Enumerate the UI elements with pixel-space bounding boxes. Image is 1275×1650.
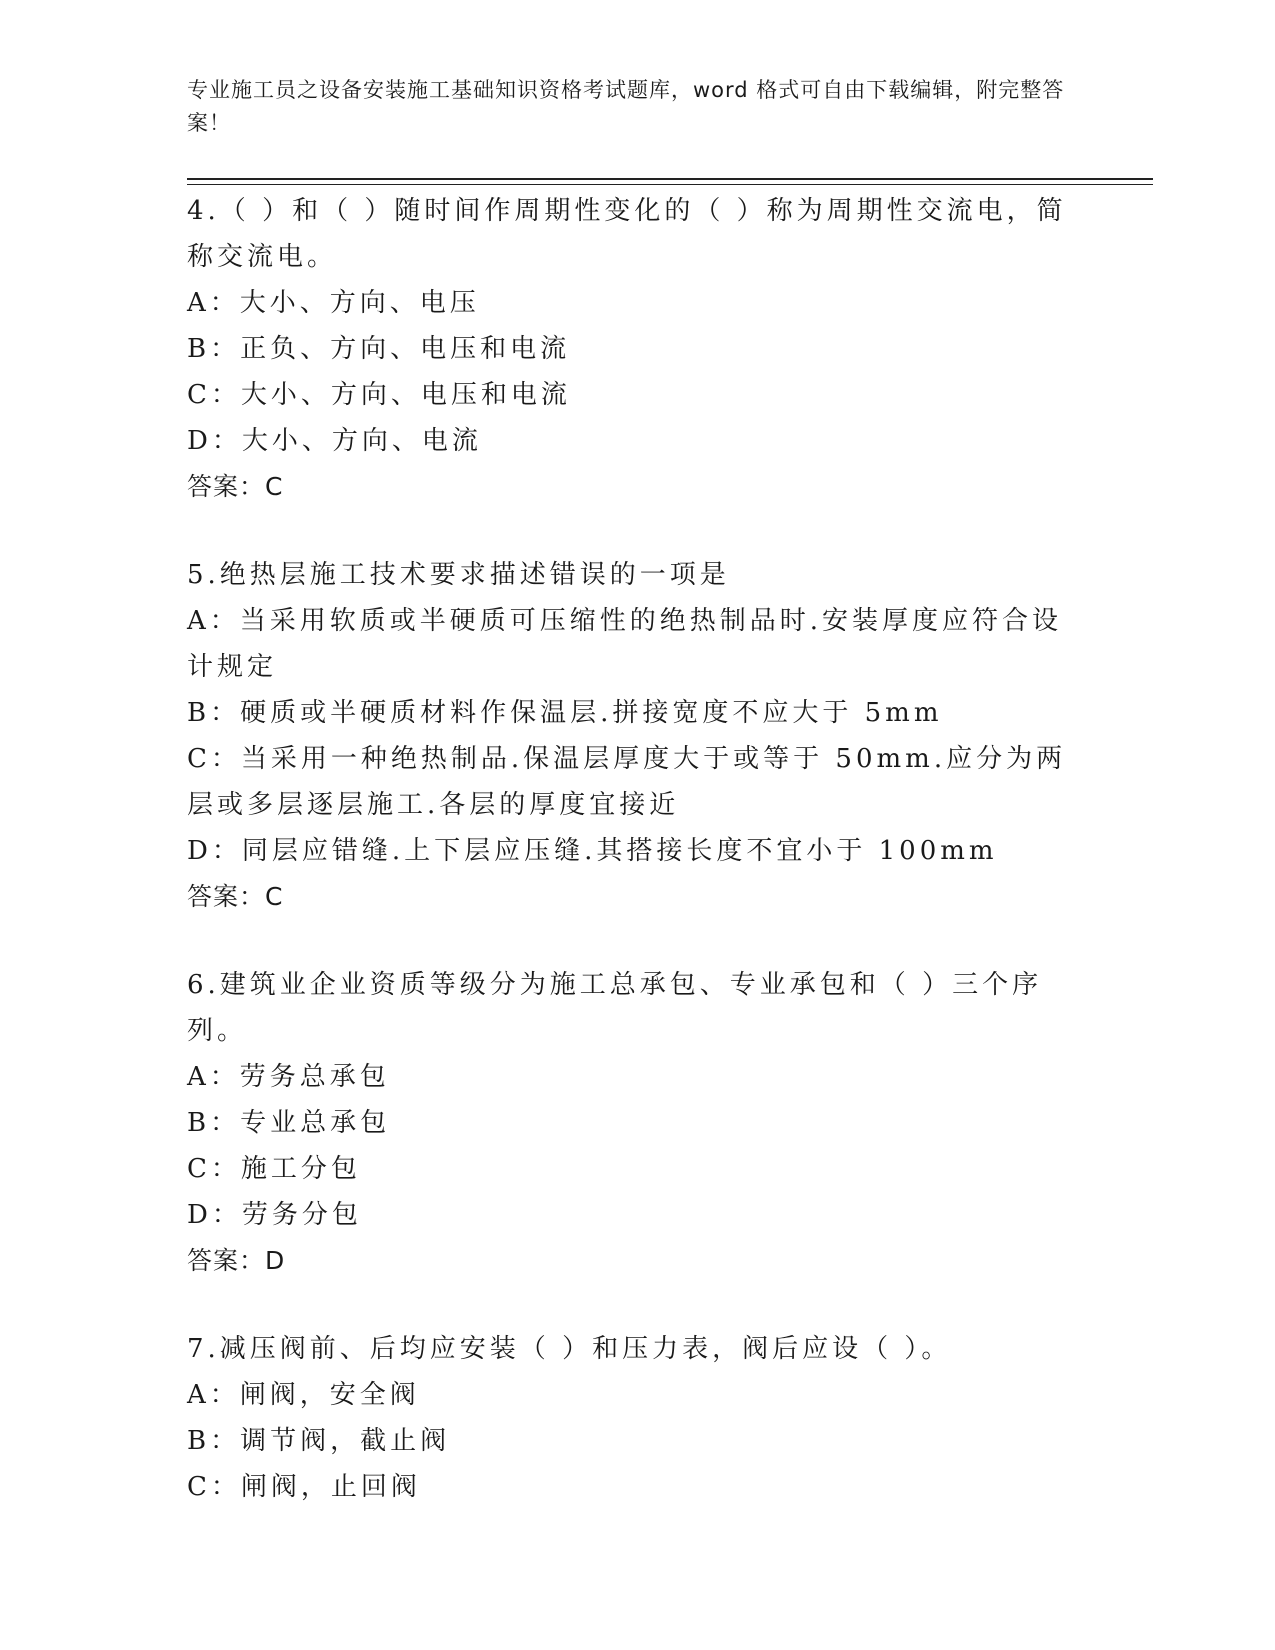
option-b: B：正负、方向、电压和电流: [187, 334, 571, 364]
option-b: B：调节阀，截止阀: [187, 1426, 451, 1456]
option-b: B：硬质或半硬质材料作保温层.拼接宽度不应大于 5mm: [187, 698, 943, 728]
option-d: D：大小、方向、电流: [187, 426, 482, 456]
option-a: A：当采用软质或半硬质可压缩性的绝热制品时.安装厚度应符合设计规定: [187, 606, 1063, 682]
option-d: D：劳务分包: [187, 1200, 362, 1230]
option-c: C：施工分包: [187, 1154, 361, 1184]
option-b: B：专业总承包: [187, 1108, 391, 1138]
question-7: [187, 1326, 1077, 1510]
answer-line: 答案：C: [187, 882, 284, 911]
option-c: C：闸阀，止回阀: [187, 1472, 421, 1502]
question-stem: 4.（ ）和（ ）随时间作周期性变化的（ ）称为周期性交流电，简称交流电。: [187, 196, 1067, 272]
question-list: [187, 188, 1077, 1552]
header-divider-thin: [187, 184, 1153, 185]
question-stem: 5.绝热层施工技术要求描述错误的一项是: [187, 560, 730, 590]
document-header: 专业施工员之设备安装施工基础知识资格考试题库，word 格式可自由下载编辑，附完整答案！: [187, 78, 1065, 135]
option-d: D：同层应错缝.上下层应压缝.其搭接长度不宜小于 100mm: [187, 836, 998, 866]
option-c: C：大小、方向、电压和电流: [187, 380, 571, 410]
answer-line: 答案：C: [187, 472, 284, 501]
question-stem: 7.减压阀前、后均应安装（ ）和压力表，阀后应设（ ）。: [187, 1334, 952, 1364]
question-stem: 6.建筑业企业资质等级分为施工总承包、专业承包和（ ）三个序列。: [187, 970, 1043, 1046]
option-a: A：大小、方向、电压: [187, 288, 480, 318]
question-5: [187, 552, 1077, 920]
option-a: A：劳务总承包: [187, 1062, 390, 1092]
question-6: [187, 962, 1077, 1284]
answer-line: 答案：D: [187, 1246, 286, 1275]
header-divider-thick: [187, 178, 1153, 180]
option-c: C：当采用一种绝热制品.保温层厚度大于或等于 50mm.应分为两层或多层逐层施工.各层的厚度宜接近: [187, 744, 1067, 820]
question-4: [187, 188, 1077, 510]
option-a: A：闸阀，安全阀: [187, 1380, 420, 1410]
